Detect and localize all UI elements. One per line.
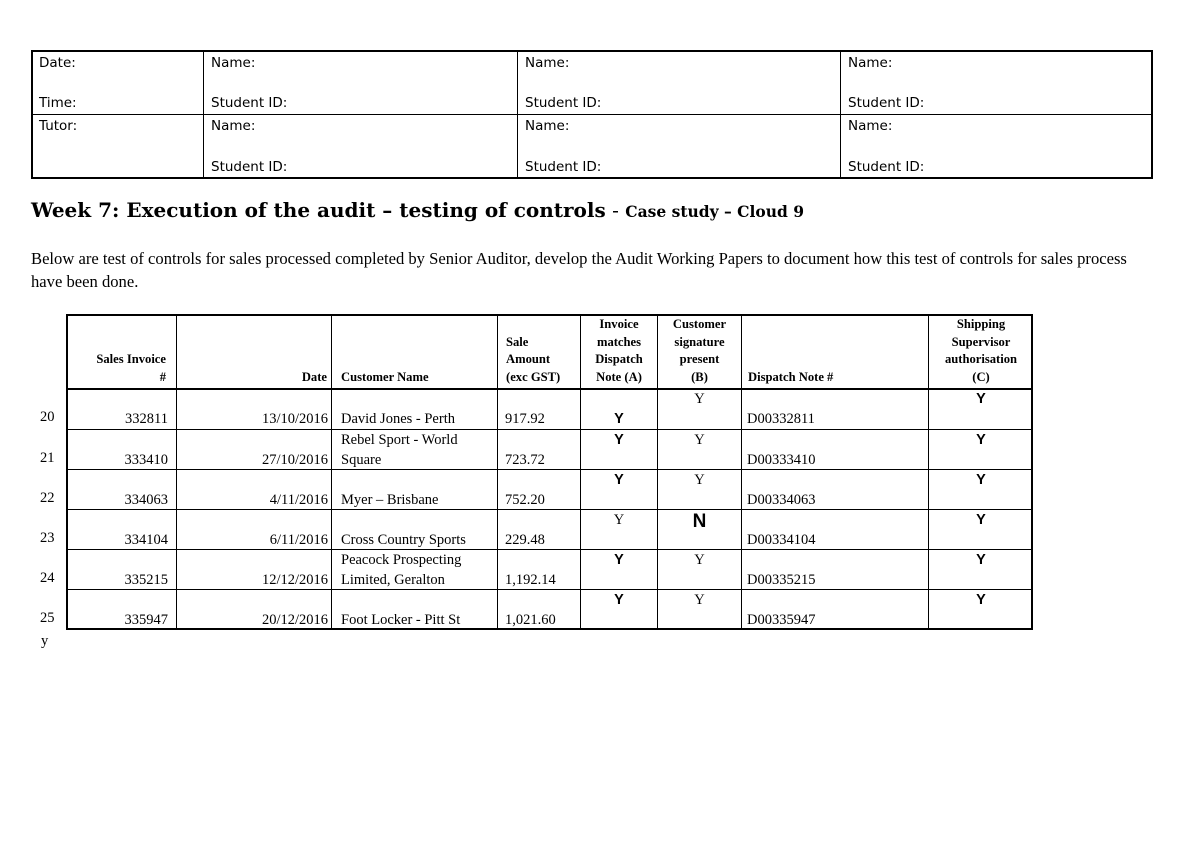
customer-signature-mark: Y bbox=[694, 592, 705, 608]
customer-name-line2: Foot Locker - Pitt St bbox=[341, 612, 461, 628]
dispatch-note-number: D00333410 bbox=[747, 452, 816, 468]
header-customer-name: Customer Name bbox=[341, 369, 429, 384]
name-label: Name: bbox=[211, 55, 256, 71]
tutor-label: Tutor: bbox=[39, 118, 78, 134]
invoice-matches-mark: Y bbox=[614, 552, 624, 568]
time-label: Time: bbox=[39, 95, 77, 111]
name-label: Name: bbox=[848, 55, 893, 71]
student-id-label: Student ID: bbox=[848, 95, 925, 111]
divider bbox=[33, 114, 1151, 115]
title-subtitle: Case study – Cloud 9 bbox=[625, 202, 805, 221]
sale-amount: 1,021.60 bbox=[505, 612, 556, 628]
name-label: Name: bbox=[525, 55, 570, 71]
invoice-number: 334063 bbox=[124, 492, 168, 508]
invoice-date: 13/10/2016 bbox=[261, 411, 328, 427]
customer-name-line2: Cross Country Sports bbox=[341, 532, 466, 548]
supervisor-authorisation-mark: Y bbox=[976, 472, 986, 488]
invoice-date: 12/12/2016 bbox=[261, 572, 328, 588]
customer-name-line2: David Jones - Perth bbox=[341, 411, 455, 427]
customer-signature-mark: Y bbox=[694, 391, 705, 407]
column-divider bbox=[497, 316, 498, 628]
row-number: 22 bbox=[40, 490, 55, 506]
customer-name-line2: Square bbox=[341, 452, 382, 468]
student-info-box bbox=[31, 50, 1153, 179]
header-sales-invoice: Sales Invoice # bbox=[96, 352, 166, 384]
invoice-matches-mark: Y bbox=[614, 411, 624, 427]
page-title bbox=[31, 198, 804, 222]
invoice-number: 335215 bbox=[124, 572, 168, 588]
customer-signature-mark: Y bbox=[694, 432, 705, 448]
row-number: 21 bbox=[40, 450, 55, 466]
dispatch-note-number: D00334063 bbox=[747, 492, 816, 508]
customer-name-line2: Limited, Geralton bbox=[341, 572, 445, 588]
sale-amount: 1,192.14 bbox=[505, 572, 556, 588]
customer-signature-mark: N bbox=[692, 511, 707, 532]
name-label: Name: bbox=[211, 118, 256, 134]
sales-controls-table bbox=[66, 314, 1033, 630]
header-customer-signature: Customer signature present (B) bbox=[672, 317, 727, 384]
invoice-matches-mark: Y bbox=[614, 592, 624, 608]
student-id-label: Student ID: bbox=[525, 95, 602, 111]
stray-text: y bbox=[41, 633, 49, 649]
customer-name-line2: Myer – Brisbane bbox=[341, 492, 439, 508]
invoice-matches-mark: Y bbox=[614, 432, 624, 448]
column-divider bbox=[331, 316, 332, 628]
customer-signature-mark: Y bbox=[694, 552, 705, 568]
name-label: Name: bbox=[848, 118, 893, 134]
column-divider bbox=[176, 316, 177, 628]
invoice-number: 333410 bbox=[124, 452, 168, 468]
sale-amount: 229.48 bbox=[505, 532, 545, 548]
header-divider bbox=[68, 388, 1031, 390]
student-id-label: Student ID: bbox=[525, 159, 602, 175]
invoice-number: 335947 bbox=[124, 612, 168, 628]
title-separator: - bbox=[605, 198, 626, 222]
sale-amount: 917.92 bbox=[505, 411, 545, 427]
invoice-date: 27/10/2016 bbox=[261, 452, 328, 468]
invoice-date: 4/11/2016 bbox=[269, 492, 328, 508]
row-divider bbox=[68, 429, 1031, 430]
student-id-label: Student ID: bbox=[848, 159, 925, 175]
header-sale-amount: Sale Amount (exc GST) bbox=[506, 334, 561, 384]
date-label: Date: bbox=[39, 55, 76, 71]
row-number: 20 bbox=[40, 409, 55, 425]
name-label: Name: bbox=[525, 118, 570, 134]
dispatch-note-number: D00332811 bbox=[747, 411, 815, 427]
header-date: Date bbox=[301, 369, 327, 384]
row-number: 25 bbox=[40, 610, 55, 626]
supervisor-authorisation-mark: Y bbox=[976, 592, 986, 608]
header-shipping-supervisor: Shipping Supervisor authorisation (C) bbox=[944, 317, 1018, 384]
supervisor-authorisation-mark: Y bbox=[976, 552, 986, 568]
header-dispatch-note: Dispatch Note # bbox=[748, 369, 834, 384]
customer-name-line1: Peacock Prospecting bbox=[341, 552, 462, 568]
column-divider bbox=[741, 316, 742, 628]
invoice-matches-mark: Y bbox=[613, 512, 625, 528]
dispatch-note-number: D00335215 bbox=[747, 572, 816, 588]
invoice-number: 334104 bbox=[124, 532, 168, 548]
customer-name-line1: Rebel Sport - World bbox=[341, 432, 458, 448]
header-invoice-matches: Invoice matches Dispatch Note (A) bbox=[595, 317, 643, 384]
dispatch-note-number: D00334104 bbox=[747, 532, 816, 548]
invoice-number: 332811 bbox=[125, 411, 168, 427]
customer-signature-mark: Y bbox=[694, 472, 705, 488]
student-id-label: Student ID: bbox=[211, 95, 288, 111]
title-main: Week 7: Execution of the audit – testing of controls bbox=[31, 198, 606, 222]
supervisor-authorisation-mark: Y bbox=[976, 391, 986, 407]
row-number: 23 bbox=[40, 530, 55, 546]
sale-amount: 723.72 bbox=[505, 452, 545, 468]
instructions-paragraph: Below are test of controls for sales processed completed by Senior Auditor, develop the Audit Working Papers to document how this test of controls for sales process have been done. bbox=[31, 249, 1127, 291]
invoice-date: 20/12/2016 bbox=[261, 612, 328, 628]
sale-amount: 752.20 bbox=[505, 492, 545, 508]
row-number: 24 bbox=[40, 570, 55, 586]
dispatch-note-number: D00335947 bbox=[747, 612, 816, 628]
invoice-date: 6/11/2016 bbox=[269, 532, 328, 548]
invoice-matches-mark: Y bbox=[614, 472, 624, 488]
supervisor-authorisation-mark: Y bbox=[976, 432, 986, 448]
supervisor-authorisation-mark: Y bbox=[976, 512, 986, 528]
student-id-label: Student ID: bbox=[211, 159, 288, 175]
